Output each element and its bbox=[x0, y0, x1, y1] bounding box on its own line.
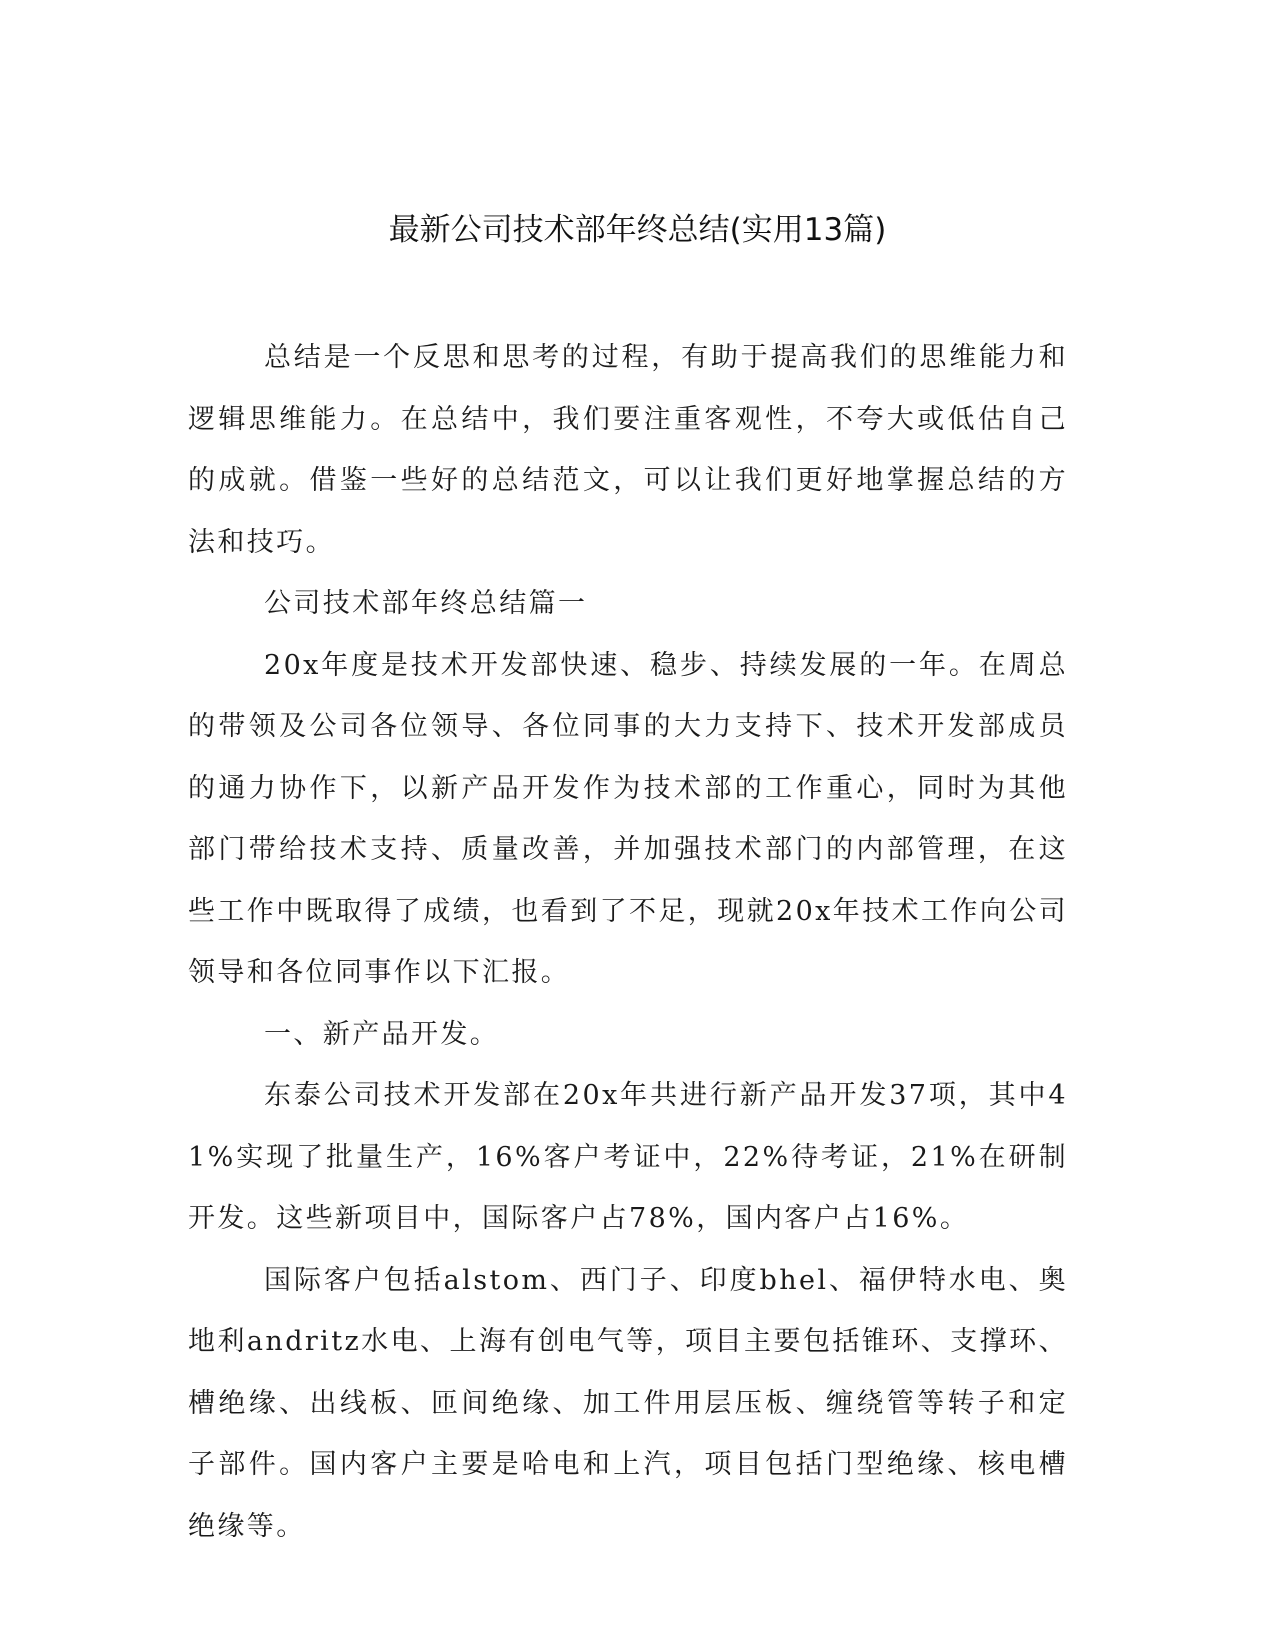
body-paragraph: 东泰公司技术开发部在20x年共进行新产品开发37项，其中41%实现了批量生产，16%客户考证中，22%待考证，21%在研制开发。这些新项目中，国际客户占78%，国内客户占16%。 bbox=[188, 1080, 1068, 1234]
section-heading: 公司技术部年终总结篇一 bbox=[264, 588, 588, 619]
body-paragraph: 国际客户包括alstom、西门子、印度bhel、福伊特水电、奥地利andritz水电、上海有创电气等，项目主要包括锥环、支撑环、槽绝缘、出线板、匝间绝缘、加工件用层压板、缠绕管等转子和定子部件。国内客户主要是哈电和上汽，项目包括门型绝缘、核电槽绝缘等。 bbox=[188, 1264, 1068, 1542]
intro-paragraph: 总结是一个反思和思考的过程，有助于提高我们的思维能力和逻辑思维能力。在总结中，我们要注重客观性，不夸大或低估自己的成就。借鉴一些好的总结范文，可以让我们更好地掌握总结的方法和技巧。 bbox=[188, 342, 1068, 558]
subsection-heading: 一、新产品开发。 bbox=[264, 1018, 500, 1050]
body-paragraph: 20x年度是技术开发部快速、稳步、持续发展的一年。在周总的带领及公司各位领导、各位同事的大力支持下、技术开发部成员的通力协作下，以新产品开发作为技术部的工作重心，同时为其他部门带给技术支持、质量改善，并加强技术部门的内部管理，在这些工作中既取得了成绩，也看到了不足，现就20x年技术工作向公司领导和各位同事作以下汇报。 bbox=[188, 649, 1068, 988]
document-title: 最新公司技术部年终总结(实用13篇) bbox=[388, 212, 887, 248]
document-body bbox=[188, 327, 1068, 1557]
